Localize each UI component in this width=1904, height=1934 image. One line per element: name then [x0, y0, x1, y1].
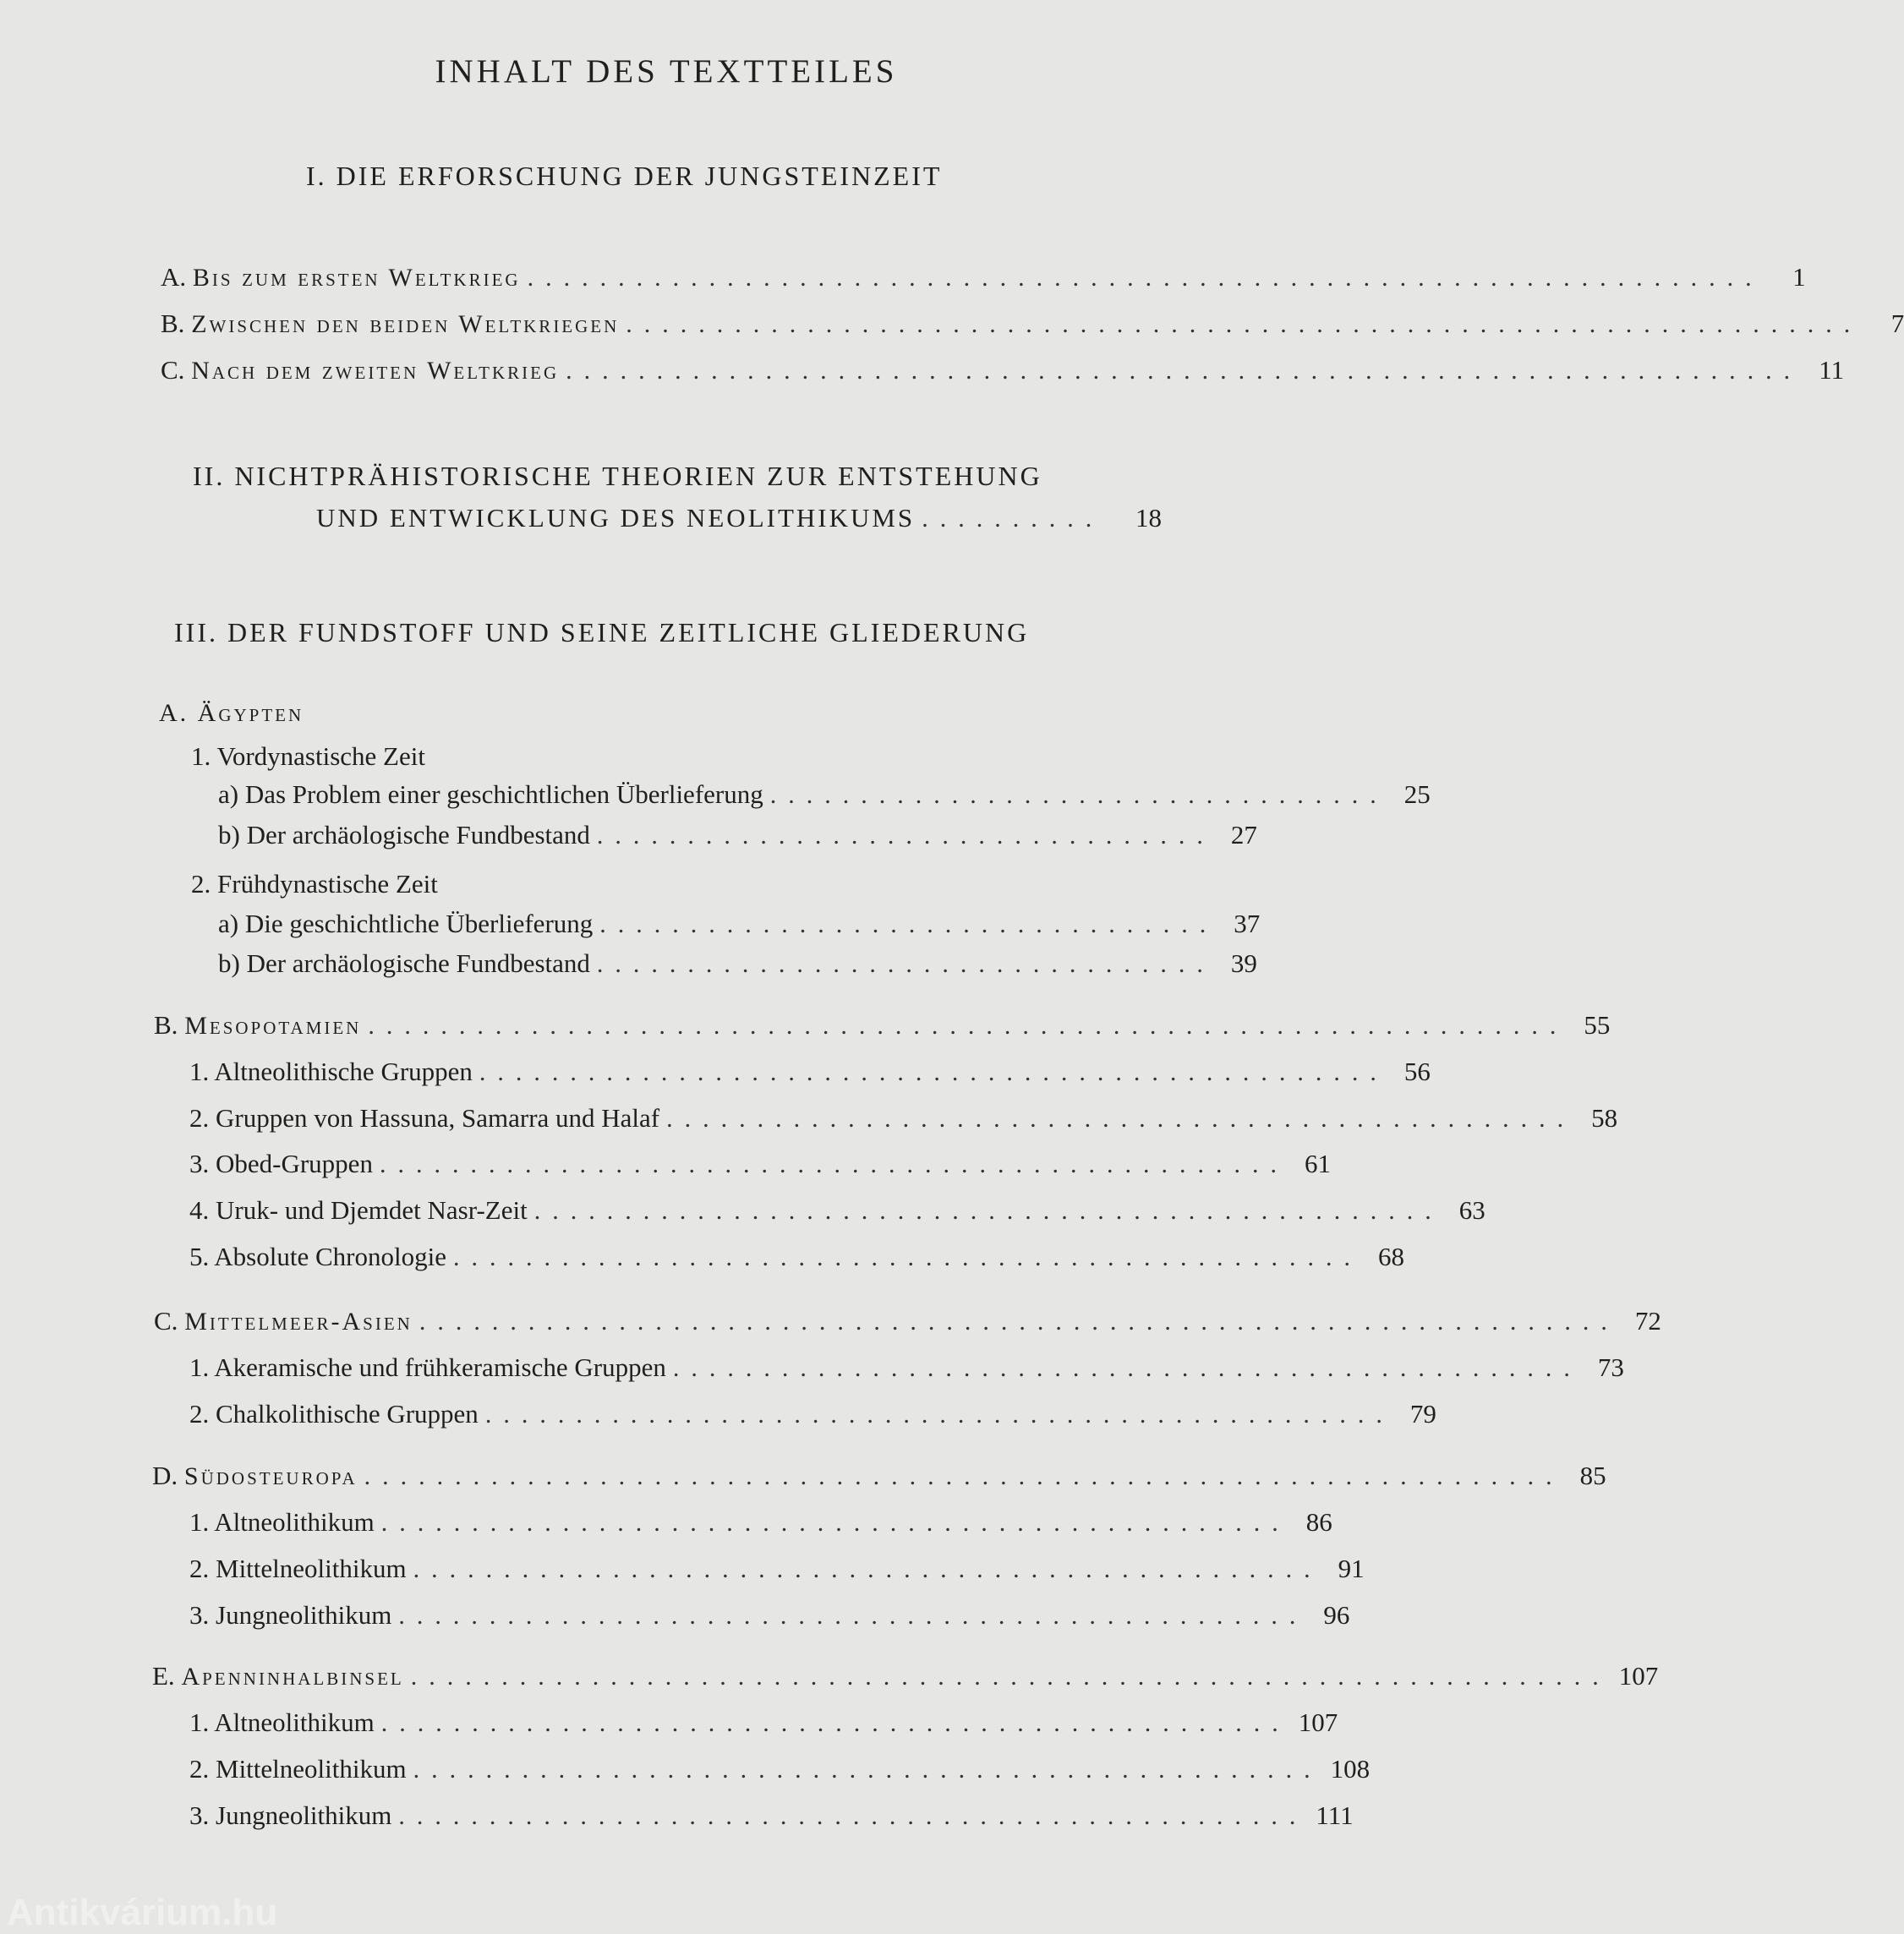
watermark: Antikvárium.hu	[7, 1892, 278, 1933]
entry-title: 2. Gruppen von Hassuna, Samarra und Halaf	[189, 1103, 660, 1133]
page-number: 107	[1298, 1707, 1338, 1737]
entry-title: Bis zum ersten Weltkrieg	[192, 264, 521, 292]
page-number: 61	[1304, 1149, 1331, 1178]
section-a-sub2: 2. Frühdynastische Zeit	[191, 869, 438, 899]
toc-entry	[189, 1707, 1338, 1738]
toc-entry	[218, 909, 1261, 939]
leader-dots: ..................................................	[380, 1709, 1290, 1737]
leader-dots: ..................................................	[413, 1555, 1322, 1583]
entry-title: 2. Mittelneolithikum	[189, 1754, 407, 1784]
toc-entry	[189, 1057, 1431, 1087]
leader-dots: ..................................................	[452, 1243, 1362, 1271]
leader-dots: ..................................................	[380, 1509, 1290, 1537]
entry-title: 2. Mittelneolithikum	[189, 1554, 407, 1583]
leader-dots: ..................................................	[484, 1401, 1394, 1429]
page-number: 91	[1338, 1554, 1365, 1583]
leader-dots: ....................................................................	[527, 264, 1764, 292]
entry-letter: C.	[161, 355, 185, 385]
leader-dots: ..................................	[599, 910, 1218, 938]
leader-dots: ..................................................................	[419, 1308, 1619, 1336]
toc-entry-part1-a	[161, 262, 1806, 292]
leader-dots: ..................................................	[479, 1058, 1388, 1086]
leader-dots: ..................................................	[413, 1756, 1322, 1784]
leader-dots: ..................................................................	[410, 1663, 1611, 1691]
section-c-title: C. Mittelmeer-Asien .................................................................. 72	[154, 1306, 1661, 1336]
entry-letter: A.	[161, 262, 187, 292]
part2-heading-text: UND ENTWICKLUNG DES NEOLITHIKUMS	[316, 503, 916, 533]
entry-title: Nach dem zweiten Weltkrieg	[191, 357, 560, 385]
entry-title: 2. Chalkolithische Gruppen	[189, 1399, 479, 1429]
part2-heading-line1: II. NICHTPRÄHISTORISCHE THEORIEN ZUR ENTSTEHUNG	[193, 461, 1042, 491]
entry-title: a) Das Problem einer geschichtlichen Überlieferung	[218, 779, 763, 809]
entry-title: 1. Altneolithikum	[189, 1507, 375, 1537]
page-number: 27	[1230, 820, 1257, 850]
entry-title: 3. Jungneolithikum	[189, 1600, 392, 1630]
entry-title: 3. Obed-Gruppen	[189, 1149, 373, 1178]
page-number: 96	[1323, 1600, 1350, 1630]
entry-title: 5. Absolute Chronologie	[189, 1242, 446, 1271]
toc-entry	[189, 1149, 1331, 1179]
part2-heading-line2	[316, 503, 1162, 533]
page-number: 68	[1377, 1242, 1404, 1271]
entry-title: b) Der archäologische Fundbestand	[218, 820, 590, 850]
section-a-sub1: 1. Vordynastische Zeit	[191, 741, 425, 771]
leader-dots: ..................................................	[533, 1197, 1443, 1225]
page-number: 56	[1403, 1057, 1431, 1086]
leader-dots: ..................................................................	[364, 1462, 1564, 1490]
leader-dots: ..................................	[769, 781, 1388, 809]
part3-heading: III. DER FUNDSTOFF UND SEINE ZEITLICHE GLIEDERUNG	[174, 617, 1030, 647]
section-d-title: D. Südosteuropa .................................................................. 85	[152, 1461, 1606, 1490]
toc-entry	[189, 1800, 1354, 1831]
toc-entry	[218, 779, 1431, 810]
toc-entry	[218, 820, 1257, 850]
page-number: 79	[1409, 1399, 1436, 1429]
toc-entry	[189, 1352, 1624, 1383]
section-e-title: E. Apenninhalbinsel .................................................................. 107	[152, 1661, 1659, 1691]
entry-title: 1. Altneolithische Gruppen	[189, 1057, 473, 1086]
section-a-title: A. Ägypten	[159, 699, 304, 727]
leader-dots: ..................................................	[398, 1802, 1308, 1830]
leader-dots: ..................................................	[379, 1150, 1288, 1178]
page-number: 58	[1591, 1103, 1618, 1133]
page-number: 63	[1458, 1195, 1485, 1225]
toc-entry	[189, 1195, 1485, 1226]
leader-dots: ..................................................................	[368, 1012, 1568, 1040]
leader-dots: ..................................................	[666, 1105, 1576, 1133]
entry-title: b) Der archäologische Fundbestand	[218, 948, 590, 978]
page-number: 37	[1234, 909, 1261, 938]
toc-entry	[189, 1507, 1332, 1538]
page-title: INHALT DES TEXTTEILES	[435, 53, 898, 90]
page-number: 39	[1230, 948, 1257, 978]
toc-entry	[189, 1242, 1404, 1272]
leader-dots: ....................................................................	[626, 310, 1863, 338]
page-number: 25	[1403, 779, 1431, 809]
page-number: 72	[1634, 1306, 1661, 1336]
page-number: 108	[1330, 1754, 1371, 1784]
leader-dots: ..................................................	[398, 1602, 1308, 1630]
page-number: 55	[1584, 1010, 1611, 1040]
entry-title: Zwischen den beiden Weltkriegen	[191, 310, 620, 338]
leader-dots: ..................................................	[672, 1354, 1582, 1382]
entry-title: 3. Jungneolithikum	[189, 1800, 392, 1830]
toc-entry	[189, 1600, 1350, 1631]
entry-title: 4. Uruk- und Djemdet Nasr-Zeit	[189, 1195, 528, 1225]
toc-entry	[189, 1399, 1436, 1429]
toc-entry	[189, 1554, 1365, 1584]
part1-heading: I. DIE ERFORSCHUNG DER JUNGSTEINZEIT	[306, 161, 943, 191]
leader-dots: ..........	[922, 505, 1104, 533]
entry-letter: B.	[161, 309, 185, 338]
page-number: 7	[1890, 309, 1904, 338]
page-number: 111	[1316, 1800, 1354, 1830]
toc-entry-part1-c	[161, 355, 1845, 385]
section-b-title: B. Mesopotamien .................................................................. 55	[154, 1010, 1611, 1040]
page-number: 107	[1618, 1661, 1659, 1691]
leader-dots: ....................................................................	[566, 357, 1803, 385]
page-number: 1	[1792, 262, 1806, 292]
page-number: 85	[1579, 1461, 1606, 1490]
toc-entry	[218, 948, 1257, 979]
toc-entry	[189, 1754, 1371, 1784]
leader-dots: ..................................	[596, 950, 1215, 978]
leader-dots: ..................................	[596, 822, 1215, 850]
toc-entry-part1-b	[161, 309, 1904, 339]
entry-title: 1. Akeramische und frühkeramische Gruppen	[189, 1352, 666, 1382]
entry-title: a) Die geschichtliche Überlieferung	[218, 909, 594, 938]
entry-title: 1. Altneolithikum	[189, 1707, 375, 1737]
toc-entry	[189, 1103, 1618, 1134]
page-number: 11	[1819, 355, 1845, 385]
page-number: 18	[1135, 503, 1162, 533]
page-number: 86	[1305, 1507, 1332, 1537]
page-number: 73	[1597, 1352, 1624, 1382]
